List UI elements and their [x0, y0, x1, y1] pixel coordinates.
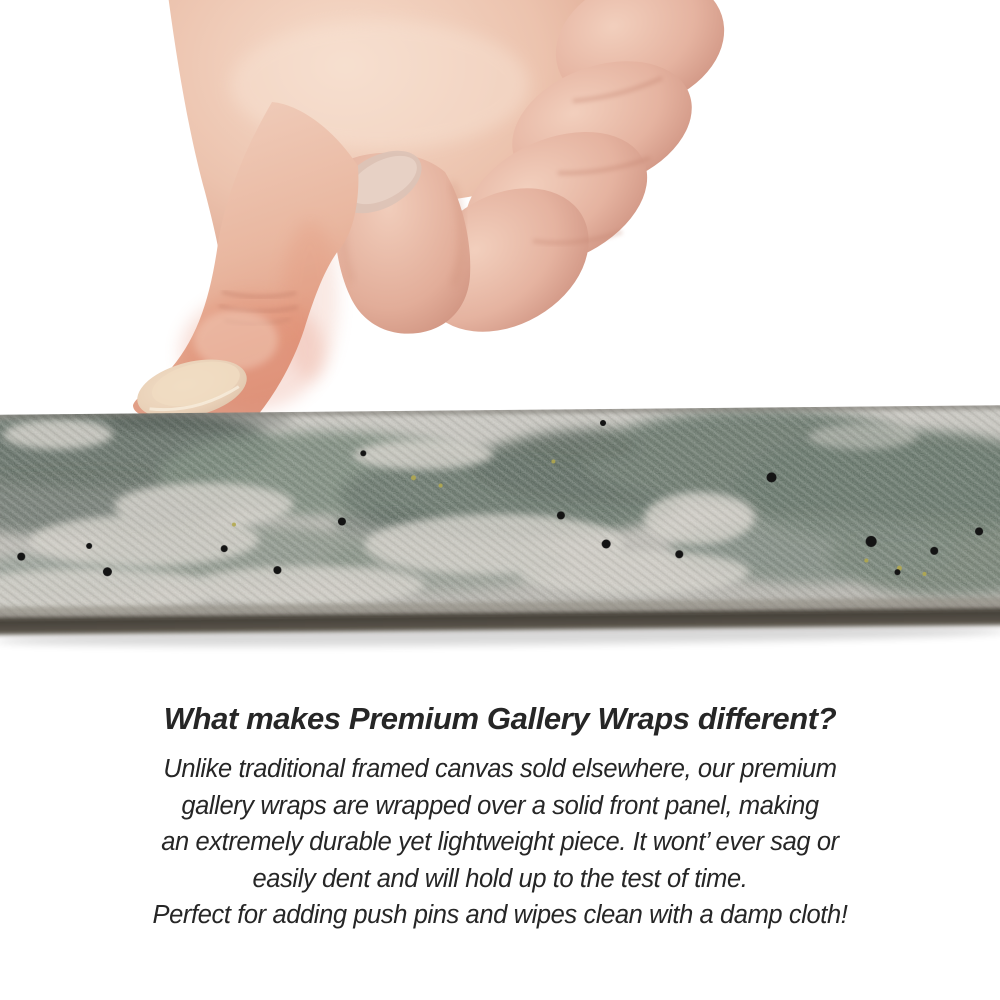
body-line-3: an extremely durable yet lightweight piece. It wont’ ever sag or — [161, 828, 839, 856]
body-line-1: Unlike traditional framed canvas sold elsewhere, our premium — [163, 755, 837, 783]
hand-photo — [0, 0, 1000, 430]
canvas-strip-illustration — [0, 397, 1000, 657]
description-text — [0, 699, 1000, 934]
body-line-5: Perfect for adding push pins and wipes clean with a damp cloth! — [152, 901, 848, 929]
canvas-texture — [0, 398, 1000, 621]
canvas-edge-strip — [0, 397, 1000, 657]
body-line-4: easily dent and will hold up to the test of time. — [252, 864, 748, 893]
hand-illustration — [0, 0, 1000, 430]
body-line-2: gallery wraps are wrapped over a solid front panel, making — [181, 791, 819, 820]
heading: What makes Premium Gallery Wraps different? — [163, 701, 837, 736]
